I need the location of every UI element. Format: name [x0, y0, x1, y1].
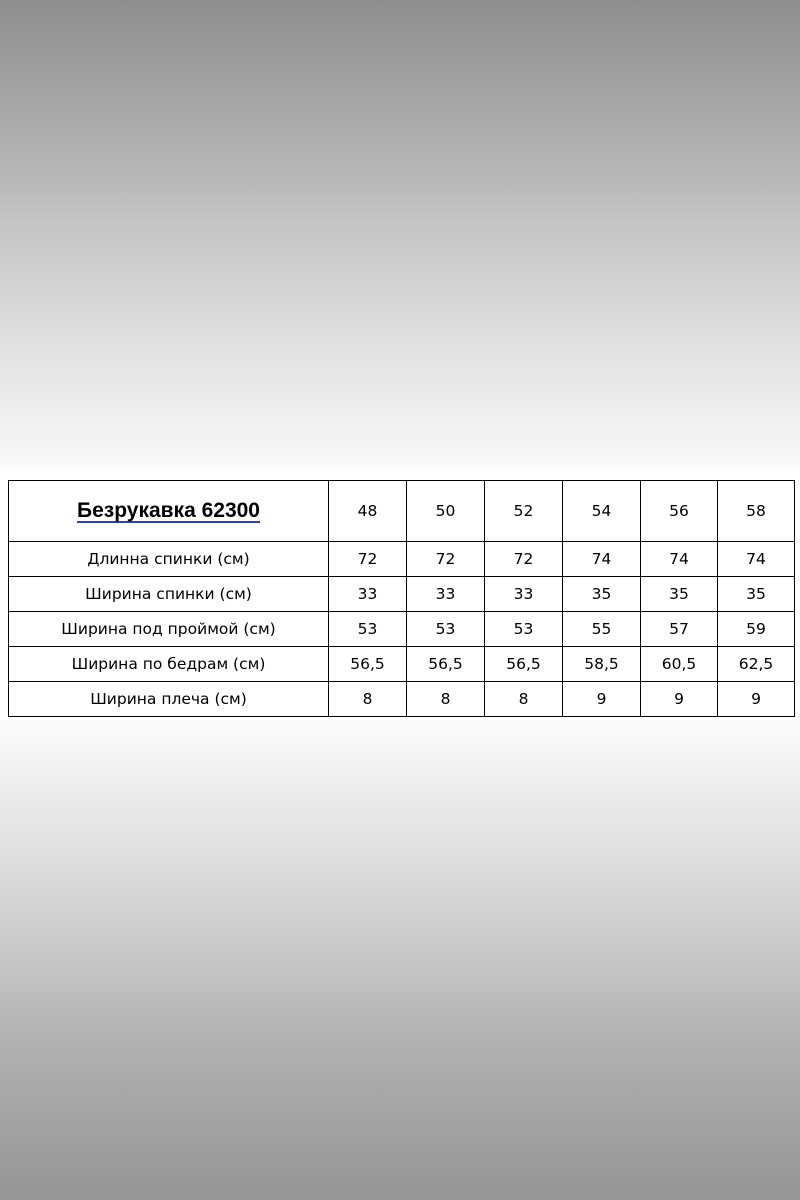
measurement-value: 53: [485, 612, 563, 647]
table-header-row: [9, 481, 795, 542]
measurement-value: 60,5: [641, 647, 718, 682]
table-row: [9, 612, 795, 647]
measurement-value: 74: [718, 542, 795, 577]
table-row: [9, 577, 795, 612]
measurement-value: 58,5: [563, 647, 641, 682]
size-header-cell: 50: [407, 481, 485, 542]
measurement-value: 8: [329, 682, 407, 717]
measurement-value: 9: [718, 682, 795, 717]
measurement-label: Ширина по бедрам (см): [9, 647, 329, 682]
measurement-value: 53: [329, 612, 407, 647]
measurement-value: 72: [485, 542, 563, 577]
size-chart-sheet: [0, 470, 800, 720]
measurement-value: 74: [563, 542, 641, 577]
size-header-cell: 54: [563, 481, 641, 542]
measurement-value: 57: [641, 612, 718, 647]
measurement-value: 55: [563, 612, 641, 647]
measurement-value: 9: [563, 682, 641, 717]
measurement-label: Ширина под проймой (см): [9, 612, 329, 647]
measurement-value: 53: [407, 612, 485, 647]
measurement-value: 8: [407, 682, 485, 717]
measurement-value: 33: [485, 577, 563, 612]
measurement-value: 8: [485, 682, 563, 717]
measurement-value: 72: [329, 542, 407, 577]
table-row: [9, 542, 795, 577]
measurement-value: 74: [641, 542, 718, 577]
measurement-value: 56,5: [407, 647, 485, 682]
measurement-value: 56,5: [485, 647, 563, 682]
measurement-value: 9: [641, 682, 718, 717]
measurement-value: 56,5: [329, 647, 407, 682]
measurement-value: 35: [718, 577, 795, 612]
size-header-cell: 52: [485, 481, 563, 542]
measurement-value: 33: [407, 577, 485, 612]
measurement-value: 35: [641, 577, 718, 612]
measurement-label: Длинна спинки (см): [9, 542, 329, 577]
size-header-cell: 58: [718, 481, 795, 542]
measurement-value: 72: [407, 542, 485, 577]
measurement-value: 35: [563, 577, 641, 612]
measurement-value: 33: [329, 577, 407, 612]
measurement-value: 62,5: [718, 647, 795, 682]
measurement-label: Ширина плеча (см): [9, 682, 329, 717]
table-row: [9, 682, 795, 717]
size-chart-table: [8, 480, 795, 717]
measurement-label: Ширина спинки (см): [9, 577, 329, 612]
product-title: Безрукавка 62300: [9, 481, 329, 542]
table-row: [9, 647, 795, 682]
measurement-value: 59: [718, 612, 795, 647]
size-header-cell: 56: [641, 481, 718, 542]
size-header-cell: 48: [329, 481, 407, 542]
